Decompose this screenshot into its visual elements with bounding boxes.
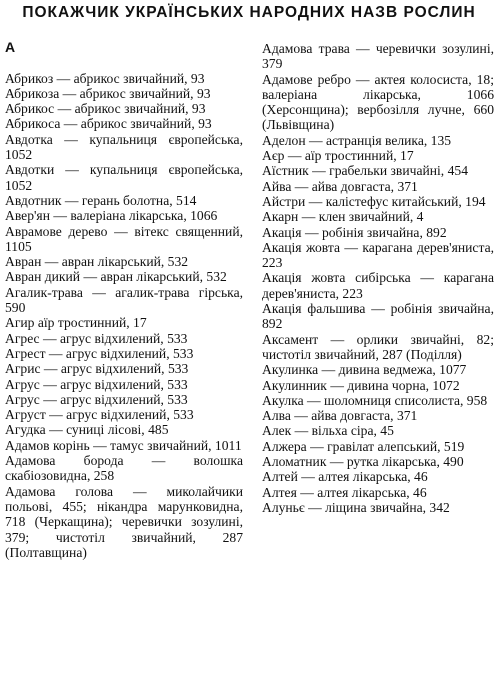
index-entry: Агрис — агрус відхилений, 533 [5, 361, 189, 377]
index-entry: Айстри — калістефус китайський, 194 [262, 193, 486, 209]
index-entry: Аломатник — рутка лікарська, 490 [262, 454, 464, 470]
index-entry: Агрес — агрус відхилений, 533 [5, 330, 188, 346]
index-entry: Аєр — аїр тростинний, 17 [262, 148, 414, 164]
index-entry: Агрус — агрус відхилений, 533 [5, 391, 188, 407]
index-entry: Аделон — астранція велика, 135 [262, 132, 452, 148]
index-entry: Адамове ребро — актея колосиста, 18; валеріана лікарська, 1066 (Херсонщина); вербозілля лучне, 660 (Львівщина) [262, 71, 494, 133]
index-entry: Алтея — алтея лікарська, 46 [262, 484, 427, 500]
index-entry: Адамова трава — черевички зозулині, 379 [262, 41, 494, 72]
index-entry: Акулинник — дивина чорна, 1072 [262, 377, 460, 393]
index-entry: Авдотник — герань болотна, 514 [5, 192, 197, 208]
index-entry: Акація фальшива — робінія звичайна, 892 [262, 301, 494, 332]
index-entry: Акація — робінія звичайна, 892 [262, 224, 447, 240]
index-entry: Аксамент — орлики звичайні, 82; чистотіл звичайний, 287 (Поділля) [262, 331, 494, 362]
index-entry: Аврамове дерево — вітекс священний, 1105 [5, 223, 243, 254]
index-entry: Алжера — гравілат алепський, 519 [262, 438, 465, 454]
index-entry: Адамова борода — волошка скабіозовидна, 258 [5, 453, 243, 484]
index-entry: Акулка — шоломниця списолиста, 958 [262, 392, 488, 408]
section-letter: А [5, 39, 16, 55]
right-column [262, 41, 494, 515]
index-entry: Агрест — агрус відхилений, 533 [5, 345, 194, 361]
index-entry: Абрикоса — абрикос звичайний, 93 [5, 116, 212, 132]
index-entry: Агудка — суниці лісові, 485 [5, 422, 169, 438]
index-entry: Аїстник — грабельки звичайні, 454 [262, 163, 468, 179]
index-entry: Алва — айва довгаста, 371 [262, 408, 418, 424]
index-entry: Акарн — клен звичайний, 4 [262, 209, 424, 225]
index-entry: Алек — вільха сіра, 45 [262, 423, 394, 439]
left-column [5, 40, 243, 560]
right-entries [262, 41, 494, 515]
index-entry: Авдотка — купальниця європейська, 1052 [5, 131, 243, 163]
index-entry: Абрикоза — абрикос звичайний, 93 [5, 85, 211, 101]
index-entry: Авран — авран лікарський, 532 [5, 254, 189, 270]
index-entry: Абрикоз — абрикос звичайний, 93 [5, 70, 205, 86]
index-entry: Агрус — агрус відхилений, 533 [5, 376, 188, 392]
index-entry: Абрикос — абрикос звичайний, 93 [5, 101, 206, 117]
index-entry: Айва — айва довгаста, 371 [262, 178, 418, 194]
index-entry: Акулинка — дивина ведмежа, 1077 [262, 362, 467, 378]
index-entry: Авдотки — купальниця європейська, 1052 [5, 162, 243, 193]
page-title: ПОКАЖЧИК УКРАЇНСЬКИХ НАРОДНИХ НАЗВ РОСЛИН [22, 4, 476, 21]
index-entry: Адамов корінь — тамус звичайний, 1011 [5, 437, 242, 453]
left-entries [5, 71, 243, 561]
index-entry: Адамова голова — миколайчики польові, 455; нікандра марунковидна, 718 (Черкащина); черевички зозулині, 379; чистотіл звичайний, 287 (Полтавщина) [5, 483, 243, 560]
index-entry: Алтей — алтея лікарська, 46 [262, 469, 428, 485]
index-entry: Акація жовта — карагана дерев'яниста, 223 [262, 239, 494, 271]
index-entry: Авер'ян — валеріана лікарська, 1066 [5, 208, 218, 224]
index-entry: Агруст — агрус відхилений, 533 [5, 407, 194, 423]
index-entry: Акація жовта сибірська — карагана дерев'яниста, 223 [262, 270, 494, 301]
index-entry: Агир аїр тростинний, 17 [5, 315, 147, 331]
index-entry: Алуньє — ліщина звичайна, 342 [262, 499, 450, 515]
index-entry: Агалик-трава — агалик-трава гірська, 590 [5, 284, 243, 316]
index-entry: Авран дикий — авран лікарський, 532 [5, 269, 227, 285]
